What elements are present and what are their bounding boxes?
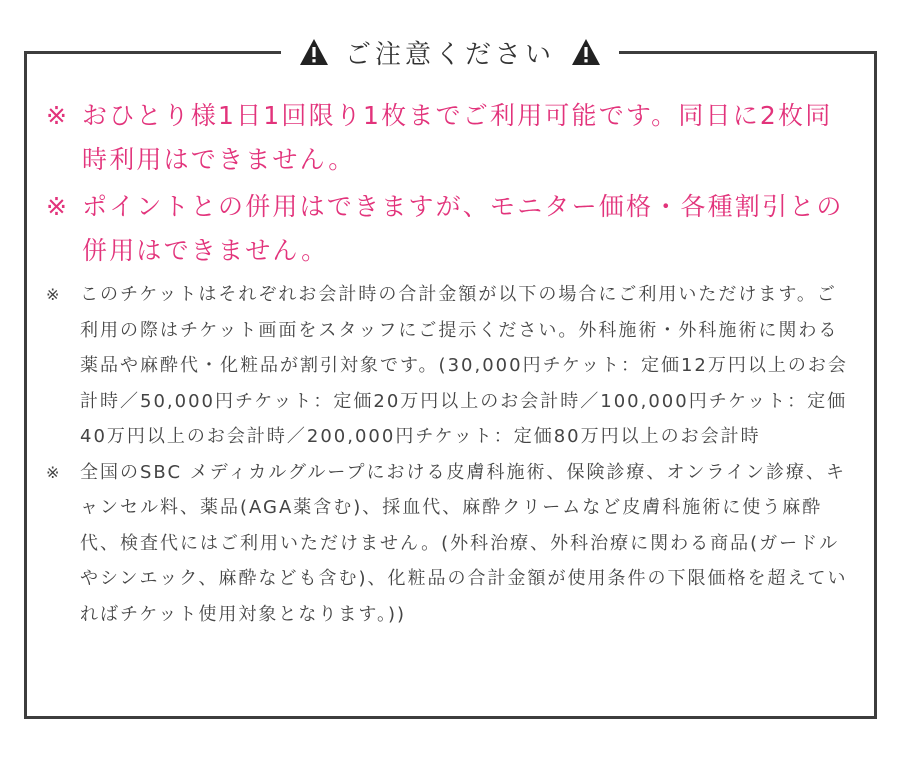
important-note-text: おひとり様1日1回限り1枚までご利用可能です。同日に2枚同時利用はできません。 <box>82 101 833 174</box>
reference-mark: ※ <box>46 101 70 130</box>
notice-title: ご注意ください <box>344 39 555 70</box>
reference-mark: ※ <box>46 192 70 221</box>
reference-mark: ※ <box>46 285 62 304</box>
detail-note-text: このチケットはそれぞれお会計時の合計金額が以下の場合にご利用いただけます。ご利用の際はチケット画面をスタッフにご提示ください。外科施術・外科施術に関わる薬品や麻酔代・化粧品が割引対象です。(30,000円チケット：定価12万円以上のお会計時／50,000円チケット：定価20万円以上のお会計時／100,000円チケット：定価40万円以上のお会計時／200,000円チケット：定価80万円以上のお会計時 <box>80 284 848 447</box>
warning-triangle-icon <box>571 38 601 66</box>
detail-note-text: 全国のSBC メディカルグループにおける皮膚科施術、保険診療、オンライン診療、キャンセル料、薬品(AGA薬含む)、採血代、麻酔クリームなど皮膚科施術に使う麻酔代、検査代にはご利用いただけません。(外科治療、外科治療に関わる商品(ガードルやシンエック、麻酔なども含む)、化粧品の合計金額が使用条件の下限価格を超えていればチケット使用対象となります。)) <box>80 461 848 625</box>
detail-note <box>46 455 856 633</box>
notice-title-group <box>281 34 619 71</box>
detail-note <box>46 277 856 455</box>
important-note-text: ポイントとの併用はできますが、モニター価格・各種割引との併用はできません。 <box>82 192 844 265</box>
notice-header <box>0 30 900 74</box>
important-note <box>46 94 856 182</box>
notice-body <box>46 94 856 632</box>
warning-triangle-icon <box>299 38 329 66</box>
reference-mark: ※ <box>46 462 62 482</box>
important-note <box>46 185 856 273</box>
